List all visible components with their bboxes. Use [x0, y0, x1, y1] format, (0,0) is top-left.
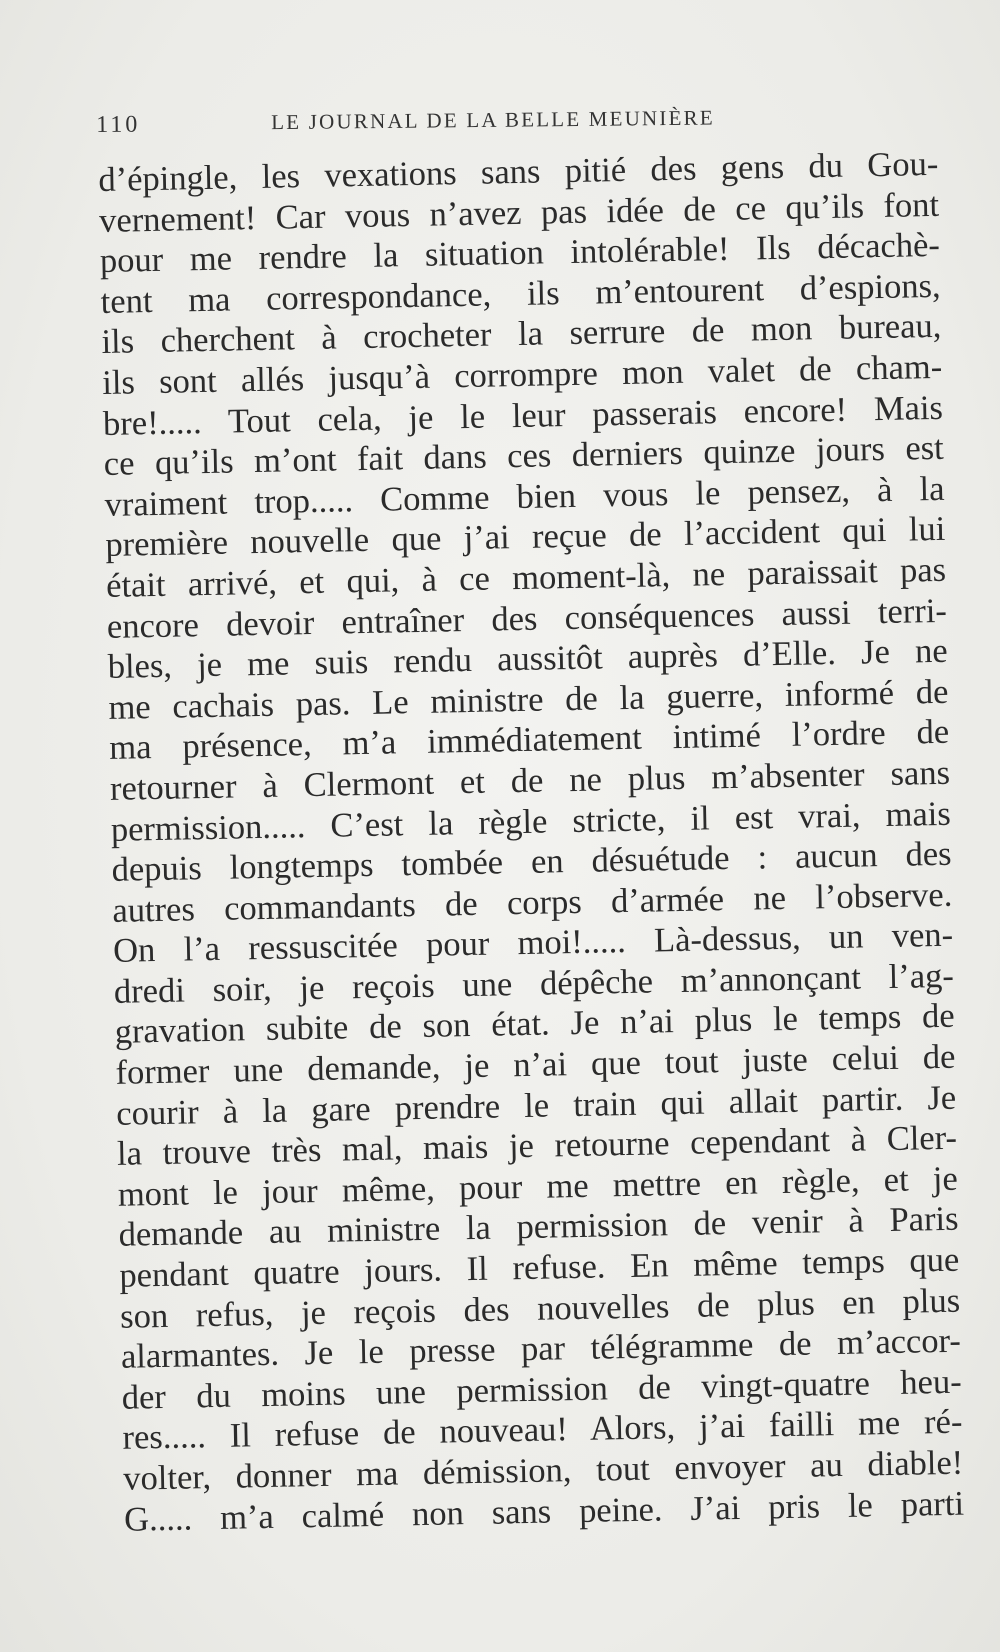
text-line: gravation subite de son état. Je n’ai plus le temps de [114, 997, 955, 1052]
text-line: mont le jour même, pour me mettre en règle, et je [117, 1159, 959, 1214]
text-line: vraiment trop..... Comme bien vous le pensez, à la [104, 469, 945, 524]
text-line: On l’a ressuscitée pour moi!..... Là-dessus, un ven- [112, 916, 954, 971]
text-line: la trouve très mal, mais je retourne cependant à Cler- [116, 1118, 958, 1174]
text-line: ils cherchent à crocheter la serrure de mon bureau, [101, 307, 942, 362]
text-line: alarmantes. Je le presse par télégramme de m’accor- [120, 1321, 962, 1376]
text-line: pendant quatre jours. Il refuse. En même temps que [119, 1240, 960, 1295]
text-line: me cachais pas. Le ministre de la guerre, informé de [108, 672, 949, 727]
text-line: vernement! Car vous n’avez pas idée de ce qu’ils font [98, 185, 940, 240]
body-text [98, 143, 984, 1539]
text-line: former une demande, je n’ai que tout juste celui de [115, 1037, 956, 1092]
text-line: tent ma correspondance, ils m’entourent d’espions, [100, 266, 941, 321]
text-line: ils sont allés jusqu’à corrompre mon valet de cham- [101, 347, 943, 402]
running-title: LE JOURNAL DE LA BELLE MEUNIÈRE [271, 105, 715, 135]
text-line: depuis longtemps tombée en désuétude : aucun des [111, 834, 952, 889]
text-line: bre!..... Tout cela, je le leur passerais encore! Mais [102, 388, 944, 443]
text-line: bles, je me suis rendu aussitôt auprès d’Elle. Je ne [107, 631, 948, 687]
text-line: encore devoir entraîner des conséquences aussi terri- [106, 591, 948, 646]
text-line: pour me rendre la situation intolérable! Ils décachè- [99, 226, 941, 281]
text-line: ce qu’ils m’ont fait dans ces derniers quinze jours est [103, 428, 945, 484]
text-line: ma présence, m’a immédiatement intimé l’ordre de [108, 713, 950, 768]
text-line: der du moins une permission de vingt-quatre heu- [121, 1362, 962, 1417]
text-line: volter, donner ma démission, tout envoyer au diable! [122, 1443, 964, 1498]
text-line: G..... m’a calmé non sans peine. J’ai pris le parti [123, 1484, 965, 1539]
text-line: d’épingle, les vexations sans pitié des gens du Gou- [98, 144, 939, 199]
text-line: retourner à Clermont et de ne plus m’absenter sans [109, 753, 951, 808]
text-line: son refus, je reçois des nouvelles de plus en plus [119, 1281, 961, 1336]
text-line: dredi soir, je reçois une dépêche m’annonçant l’ag- [113, 956, 955, 1011]
text-line: était arrivé, et qui, à ce moment-là, ne paraissait pas [105, 550, 947, 605]
text-line: res..... Il refuse de nouveau! Alors, j’ai failli me ré- [122, 1403, 963, 1458]
text-line: permission..... C’est la règle stricte, il est vrai, mais [110, 794, 952, 849]
text-line: autres commandants de corps d’armée ne l’observe. [112, 875, 953, 930]
text-line: courir à la gare prendre le train qui allait partir. Je [115, 1078, 957, 1133]
text-line: demande au ministre la permission de venir à Paris [118, 1200, 959, 1255]
page-number: 110 [96, 111, 141, 138]
running-header [96, 97, 776, 144]
text-line: première nouvelle que j’ai reçue de l’accident qui lui [105, 510, 946, 565]
